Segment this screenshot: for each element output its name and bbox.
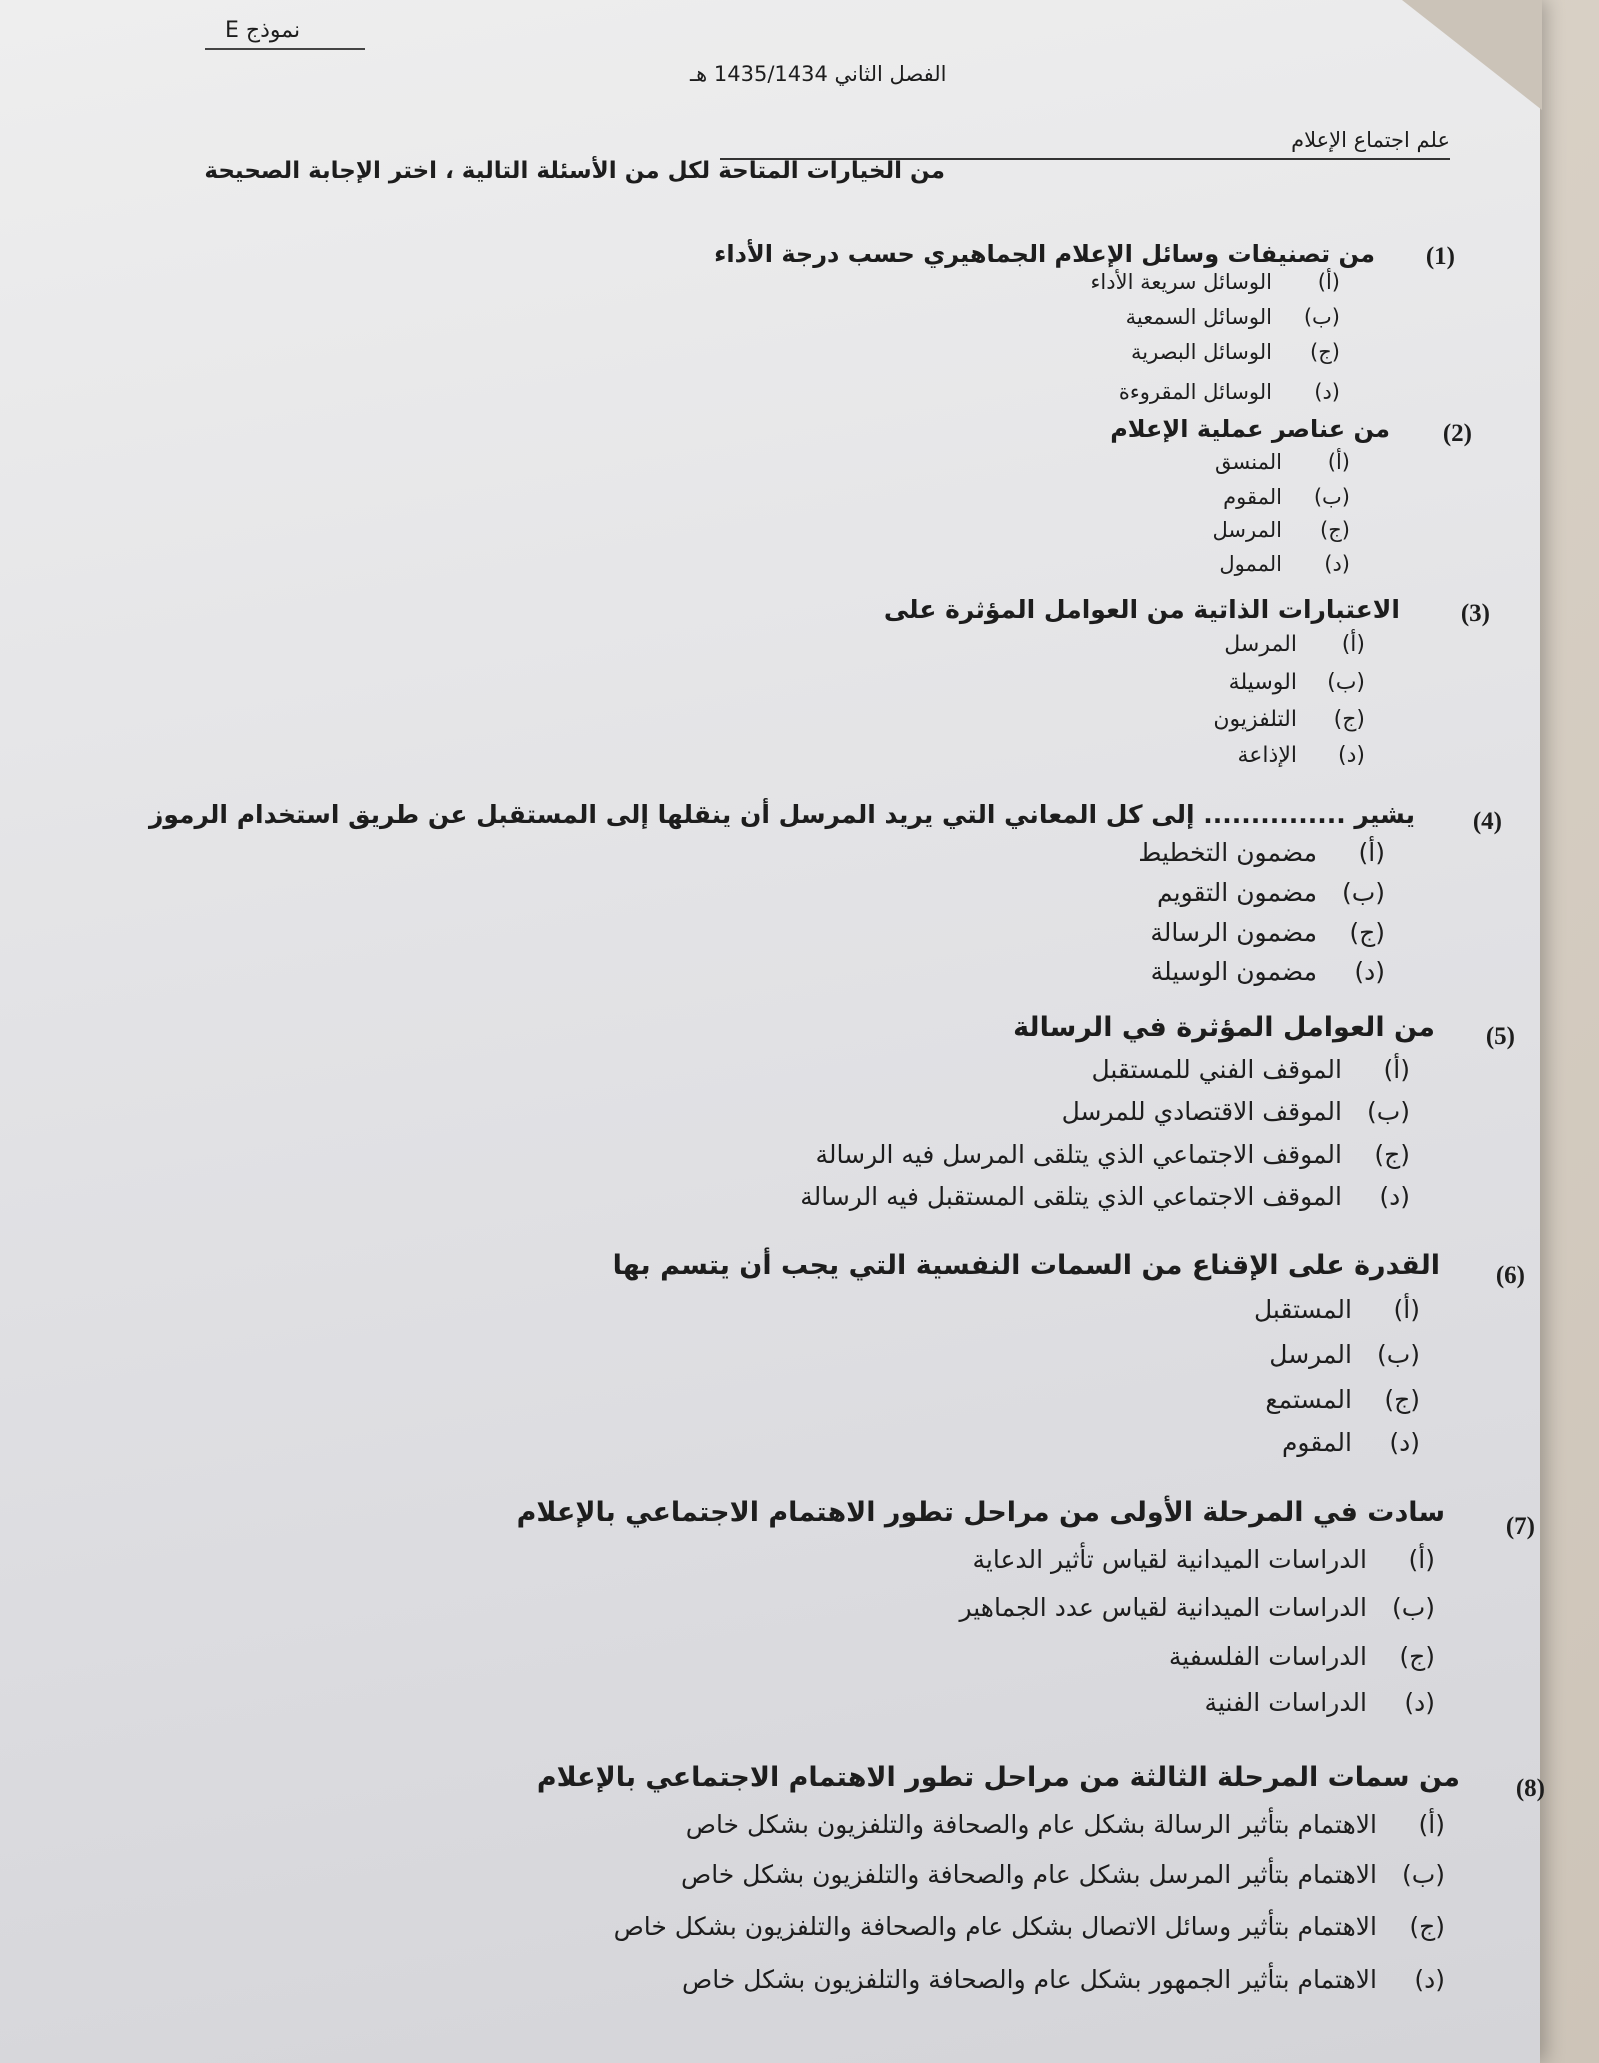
option-c[interactable] <box>1213 518 1350 542</box>
question-text: يشير ............... إلى كل المعاني التي يريد المرسل أن ينقلها إلى المستقبل عن طريق استخدام الرموز <box>148 800 1415 829</box>
option-label: (ب) <box>1341 878 1385 907</box>
option-label: (ب) <box>1391 1593 1435 1622</box>
option-label: (ج) <box>1349 918 1385 947</box>
option-label: (أ) <box>1327 450 1350 474</box>
option-label: (د) <box>1324 552 1350 576</box>
question-text: من العوامل المؤثرة في الرسالة <box>1013 1012 1435 1043</box>
option-d[interactable] <box>682 1965 1445 1994</box>
option-label: (أ) <box>1383 1055 1410 1084</box>
option-a[interactable] <box>1215 450 1350 474</box>
option-a[interactable] <box>686 1810 1445 1839</box>
option-label: (ب) <box>1313 485 1350 509</box>
option-label: (ب) <box>1401 1860 1445 1889</box>
option-text: الوسائل البصرية <box>1131 340 1272 364</box>
question-text: من سمات المرحلة الثالثة من مراحل تطور الاهتمام الاجتماعي بالإعلام <box>536 1762 1460 1793</box>
option-text: مضمون التقويم <box>1156 878 1317 907</box>
option-text: الدراسات الفلسفية <box>1168 1642 1367 1671</box>
question-number: (6) <box>1495 1262 1525 1289</box>
question-text: سادت في المرحلة الأولى من مراحل تطور الاهتمام الاجتماعي بالإعلام <box>516 1497 1445 1528</box>
option-a[interactable] <box>1091 270 1340 294</box>
option-label: (د) <box>1338 743 1365 768</box>
term-label: الفصل الثاني 1435/1434 هـ <box>690 62 947 86</box>
option-a[interactable] <box>1254 1295 1420 1324</box>
option-text: المرسل <box>1212 518 1282 542</box>
subject-title: علم اجتماع الإعلام <box>1291 128 1450 152</box>
option-text: الوسيلة <box>1228 670 1297 695</box>
option-label: (أ) <box>1341 632 1365 657</box>
option-label: (ج) <box>1320 518 1350 542</box>
option-label: (ج) <box>1399 1642 1435 1671</box>
option-label: (د) <box>1389 1428 1420 1457</box>
option-label: (أ) <box>1408 1545 1435 1574</box>
option-b[interactable] <box>959 1593 1435 1622</box>
option-c[interactable] <box>1131 340 1340 364</box>
option-text: الدراسات الميدانية لقياس تأثير الدعاية <box>972 1545 1367 1574</box>
option-label: (ج) <box>1310 340 1340 364</box>
question-text: القدرة على الإقناع من السمات النفسية التي يجب أن يتسم بها <box>612 1250 1440 1281</box>
option-c[interactable] <box>1150 918 1385 947</box>
option-d[interactable] <box>1238 743 1366 768</box>
page-fold <box>1402 0 1542 110</box>
option-d[interactable] <box>1205 1688 1435 1717</box>
option-text: الموقف الاقتصادي للمرسل <box>1061 1097 1342 1126</box>
option-b[interactable] <box>1229 670 1365 695</box>
option-text: المنسق <box>1215 450 1282 474</box>
option-a[interactable] <box>1138 838 1385 867</box>
option-a[interactable] <box>972 1545 1435 1574</box>
option-b[interactable] <box>1126 305 1340 329</box>
instruction-part: من الخيارات المتاحة لكل من الأسئلة التالية ، اختر الإجابة الصحيحة <box>204 158 945 184</box>
option-text: الدراسات الفنية <box>1204 1688 1367 1717</box>
option-text: الاهتمام بتأثير الرسالة بشكل عام والصحافة والتلفزيون بشكل خاص <box>685 1810 1377 1839</box>
option-c[interactable] <box>1169 1642 1435 1671</box>
option-label: (ج) <box>1374 1140 1410 1169</box>
option-text: المقوم <box>1281 1428 1352 1457</box>
option-c[interactable] <box>614 1912 1445 1941</box>
option-c[interactable] <box>1213 707 1365 732</box>
option-label: (أ) <box>1358 838 1385 867</box>
option-text: التلفزيون <box>1213 707 1297 732</box>
option-label: (د) <box>1404 1688 1435 1717</box>
option-b[interactable] <box>1223 485 1350 509</box>
option-text: الوسائل سريعة الأداء <box>1090 270 1272 294</box>
option-label: (د) <box>1354 957 1385 986</box>
option-d[interactable] <box>800 1182 1410 1211</box>
option-label: (ج) <box>1384 1385 1420 1414</box>
question-number: (5) <box>1485 1023 1515 1050</box>
option-label: (أ) <box>1418 1810 1445 1839</box>
question-text: الاعتبارات الذاتية من العوامل المؤثرة على <box>883 595 1400 624</box>
question-text: من تصنيفات وسائل الإعلام الجماهيري حسب درجة الأداء <box>714 240 1375 268</box>
option-text: الوسائل السمعية <box>1125 305 1272 329</box>
option-label: (ب) <box>1376 1340 1420 1369</box>
question-text: من عناصر عملية الإعلام <box>1110 415 1390 443</box>
question-number: (2) <box>1442 420 1472 447</box>
option-d[interactable] <box>1219 552 1350 576</box>
option-text: الموقف الفني للمستقبل <box>1091 1055 1342 1084</box>
question-number: (8) <box>1515 1775 1545 1802</box>
option-text: المرسل <box>1224 632 1297 657</box>
question-number: (1) <box>1425 243 1455 270</box>
option-text: الدراسات الميدانية لقياس عدد الجماهير <box>959 1593 1367 1622</box>
option-text: الاهتمام بتأثير المرسل بشكل عام والصحافة والتلفزيون بشكل خاص <box>680 1860 1377 1889</box>
model-underline <box>205 48 365 50</box>
option-label: (أ) <box>1393 1295 1420 1324</box>
option-b[interactable] <box>1062 1097 1410 1126</box>
option-text: المستمع <box>1265 1385 1352 1414</box>
option-text: المرسل <box>1269 1340 1352 1369</box>
option-text: مضمون الوسيلة <box>1150 957 1317 986</box>
question-number: (4) <box>1472 808 1502 835</box>
option-d[interactable] <box>1119 380 1340 404</box>
option-text: الاهتمام بتأثير الجمهور بشكل عام والصحافة والتلفزيون بشكل خاص <box>682 1965 1377 1994</box>
option-label: (ج) <box>1333 707 1365 732</box>
option-text: الاهتمام بتأثير وسائل الاتصال بشكل عام والصحافة والتلفزيون بشكل خاص <box>613 1912 1377 1941</box>
option-a[interactable] <box>1091 1055 1410 1084</box>
option-text: الوسائل المقروءة <box>1118 380 1272 404</box>
instruction-text <box>204 158 945 184</box>
option-label: (د) <box>1414 1965 1445 1994</box>
option-d[interactable] <box>1282 1428 1420 1457</box>
option-b[interactable] <box>681 1860 1445 1889</box>
option-d[interactable] <box>1151 957 1385 986</box>
option-text: مضمون التخطيط <box>1138 838 1317 867</box>
option-label: (ج) <box>1409 1912 1445 1941</box>
option-text: الممول <box>1219 552 1282 576</box>
option-b[interactable] <box>1269 1340 1420 1369</box>
option-label: (ب) <box>1366 1097 1410 1126</box>
option-a[interactable] <box>1224 632 1365 657</box>
option-text: الموقف الاجتماعي الذي يتلقى المستقبل فيه الرسالة <box>800 1182 1342 1211</box>
option-text: المستقبل <box>1254 1295 1352 1324</box>
model-label: نموذج E <box>225 18 301 43</box>
option-c[interactable] <box>815 1140 1410 1169</box>
option-text: مضمون الرسالة <box>1150 918 1317 947</box>
option-label: (د) <box>1379 1182 1410 1211</box>
option-text: المقوم <box>1223 485 1282 509</box>
option-b[interactable] <box>1157 878 1385 907</box>
option-text: الموقف الاجتماعي الذي يتلقى المرسل فيه الرسالة <box>815 1140 1342 1169</box>
option-label: (أ) <box>1317 270 1340 294</box>
option-text: الإذاعة <box>1237 743 1297 768</box>
question-number: (3) <box>1460 600 1490 627</box>
option-label: (د) <box>1314 380 1340 404</box>
option-label: (ب) <box>1303 305 1340 329</box>
question-number: (7) <box>1505 1513 1535 1540</box>
option-c[interactable] <box>1265 1385 1420 1414</box>
option-label: (ب) <box>1327 670 1365 695</box>
